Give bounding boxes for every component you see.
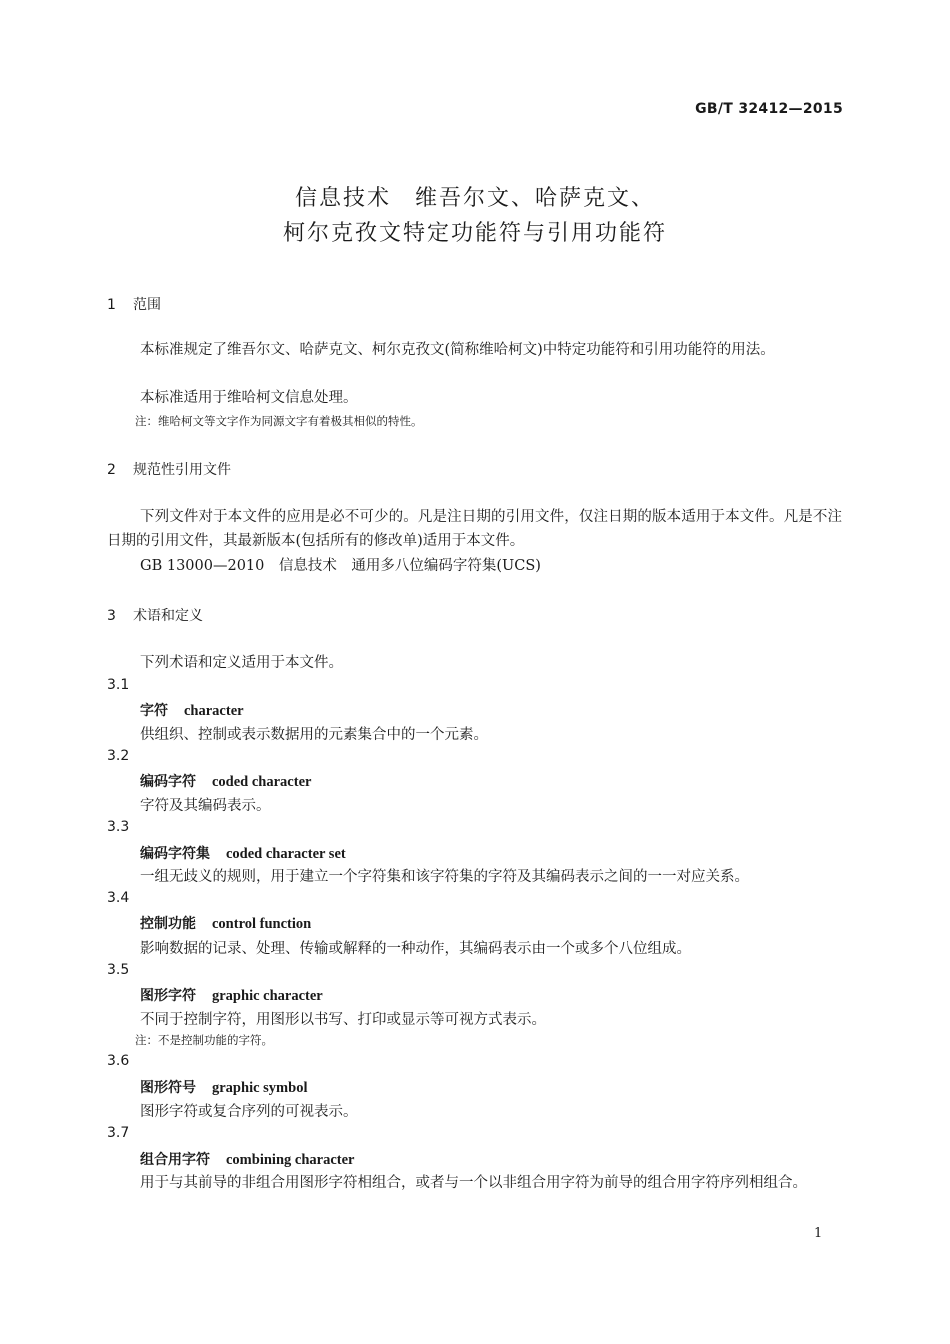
normative-reference: GB 13000—2010 信息技术 通用多八位编码字符集(UCS) (140, 558, 541, 574)
term-en: coded character set (226, 846, 346, 862)
section-number: 3 (107, 608, 116, 624)
section-number: 2 (107, 462, 116, 478)
standard-number: GB/T 32412—2015 (695, 101, 843, 117)
term-number: 3.1 (107, 677, 130, 693)
term-definition: 影响数据的记录、处理、传输或解释的一种动作，其编码表示由一个或多个八位组成。 (140, 941, 691, 957)
term-en: combining character (226, 1152, 355, 1168)
section-1-paragraph-2: 本标准适用于维哈柯文信息处理。 (140, 390, 358, 406)
term-note: 注：不是控制功能的字符。 (135, 1033, 273, 1047)
section-1-paragraph-1: 本标准规定了维吾尔文、哈萨克文、柯尔克孜文(简称维哈柯文)中特定功能符和引用功能符的用法。 (140, 342, 775, 358)
term-heading (140, 913, 311, 933)
term-definition: 图形字符或复合序列的可视表示。 (140, 1104, 358, 1120)
term-en: graphic symbol (212, 1080, 308, 1096)
term-number: 3.5 (107, 962, 130, 978)
term-zh: 组合用字符 (140, 1152, 210, 1168)
section-title: 规范性引用文件 (133, 462, 231, 478)
term-number: 3.7 (107, 1125, 130, 1141)
term-zh: 字符 (140, 703, 168, 719)
document-title-line-2: 柯尔克孜文特定功能符与引用功能符 (282, 221, 667, 246)
term-definition: 一组无歧义的规则，用于建立一个字符集和该字符集的字符及其编码表示之间的一一对应关系。 (140, 869, 749, 885)
term-number: 3.3 (107, 819, 130, 835)
term-heading (140, 1077, 307, 1097)
document-title-line-1: 信息技术 维吾尔文、哈萨克文、 (294, 186, 655, 211)
section-1-note: 注：维哈柯文等文字作为同源文字有着极其相似的特性。 (135, 414, 423, 428)
term-en: coded character (212, 774, 312, 790)
term-zh: 控制功能 (140, 916, 196, 932)
term-en: graphic character (212, 988, 323, 1004)
term-heading (140, 843, 346, 863)
section-number: 1 (107, 297, 116, 313)
term-number: 3.2 (107, 748, 130, 764)
term-zh: 编码字符 (140, 774, 196, 790)
section-title: 术语和定义 (133, 608, 203, 624)
term-en: control function (212, 916, 312, 932)
term-definition: 字符及其编码表示。 (140, 798, 271, 814)
term-heading (140, 771, 311, 791)
section-1-heading (107, 294, 161, 314)
section-3-heading (107, 605, 203, 625)
term-number: 3.4 (107, 890, 130, 906)
term-heading (140, 1149, 354, 1169)
term-definition: 不同于控制字符，用图形以书写、打印或显示等可视方式表示。 (140, 1012, 546, 1028)
section-2-paragraph-1: 下列文件对于本文件的应用是必不可少的。凡是注日期的引用文件，仅注日期的版本适用于本文件。凡是不注日期的引用文件，其最新版本(包括所有的修改单)适用于本文件。 (107, 509, 842, 549)
term-en: character (184, 703, 244, 719)
term-zh: 图形字符 (140, 988, 196, 1004)
term-zh: 图形符号 (140, 1080, 196, 1096)
term-definition: 用于与其前导的非组合用图形字符相组合，或者与一个以非组合用字符为前导的组合用字符序列相组合。 (140, 1175, 807, 1191)
section-3-intro: 下列术语和定义适用于本文件。 (140, 655, 343, 671)
term-zh: 编码字符集 (140, 846, 210, 862)
term-number: 3.6 (107, 1053, 130, 1069)
section-2-heading (107, 459, 231, 479)
section-title: 范围 (133, 297, 161, 313)
term-heading (140, 985, 323, 1005)
page-number: 1 (814, 1226, 823, 1241)
term-heading (140, 700, 244, 720)
term-definition: 供组织、控制或表示数据用的元素集合中的一个元素。 (140, 727, 488, 743)
